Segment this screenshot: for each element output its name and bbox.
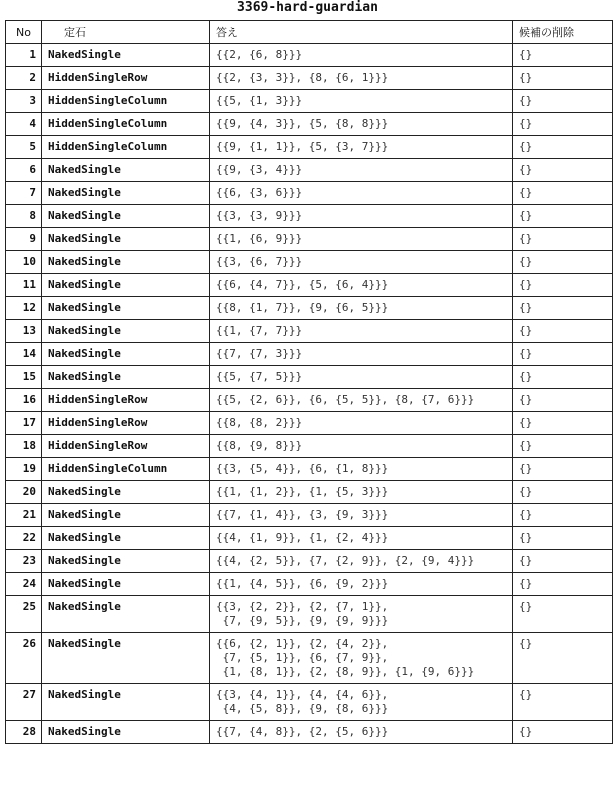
row-answer: {{6, {2, 1}}, {2, {4, 2}}, {7, {5, 1}}, {6, {7, 9}}, {1, {8, 1}}, {2, {8, 9}}, {1, {9, 6}}} [210,633,513,684]
row-deletion: {} [513,458,613,481]
row-number: 14 [6,343,42,366]
row-number: 25 [6,596,42,633]
table-row [6,67,613,90]
row-technique: NakedSingle [42,684,210,721]
row-deletion: {} [513,504,613,527]
row-answer: {{5, {2, 6}}, {6, {5, 5}}, {8, {7, 6}}} [210,389,513,412]
row-number: 4 [6,113,42,136]
row-number: 13 [6,320,42,343]
row-answer: {{1, {7, 7}}} [210,320,513,343]
row-technique: NakedSingle [42,44,210,67]
row-deletion: {} [513,366,613,389]
row-answer: {{4, {1, 9}}, {1, {2, 4}}} [210,527,513,550]
row-number: 9 [6,228,42,251]
row-answer: {{5, {1, 3}}} [210,90,513,113]
table-row [6,633,613,684]
table-row [6,343,613,366]
row-answer: {{1, {6, 9}}} [210,228,513,251]
table-header-row [6,21,613,44]
row-technique: NakedSingle [42,573,210,596]
row-answer: {{9, {1, 1}}, {5, {3, 7}}} [210,136,513,159]
table-row [6,297,613,320]
row-number: 1 [6,44,42,67]
row-technique: NakedSingle [42,205,210,228]
row-technique: NakedSingle [42,228,210,251]
row-answer: {{4, {2, 5}}, {7, {2, 9}}, {2, {9, 4}}} [210,550,513,573]
table-row [6,366,613,389]
row-deletion: {} [513,297,613,320]
row-deletion: {} [513,435,613,458]
row-technique: NakedSingle [42,721,210,744]
row-number: 3 [6,90,42,113]
row-deletion: {} [513,274,613,297]
row-number: 24 [6,573,42,596]
row-answer: {{2, {6, 8}}} [210,44,513,67]
row-technique: NakedSingle [42,343,210,366]
table-row [6,573,613,596]
table-row [6,113,613,136]
table-row [6,527,613,550]
header-technique: 定石 [42,21,210,44]
row-answer: {{8, {8, 2}}} [210,412,513,435]
row-answer: {{7, {4, 8}}, {2, {5, 6}}} [210,721,513,744]
row-deletion: {} [513,182,613,205]
row-number: 27 [6,684,42,721]
table-row [6,389,613,412]
row-number: 6 [6,159,42,182]
row-answer: {{6, {3, 6}}} [210,182,513,205]
row-answer: {{7, {1, 4}}, {3, {9, 3}}} [210,504,513,527]
row-deletion: {} [513,481,613,504]
header-deletion: 候補の削除 [513,21,613,44]
row-deletion: {} [513,721,613,744]
table-row [6,274,613,297]
table-row [6,182,613,205]
row-answer: {{1, {4, 5}}, {6, {9, 2}}} [210,573,513,596]
table-row [6,504,613,527]
row-answer: {{3, {6, 7}}} [210,251,513,274]
row-deletion: {} [513,527,613,550]
row-number: 10 [6,251,42,274]
row-number: 23 [6,550,42,573]
row-number: 17 [6,412,42,435]
row-deletion: {} [513,251,613,274]
row-technique: HiddenSingleColumn [42,90,210,113]
row-deletion: {} [513,113,613,136]
row-number: 26 [6,633,42,684]
table-row [6,159,613,182]
row-number: 11 [6,274,42,297]
table-row [6,90,613,113]
row-deletion: {} [513,633,613,684]
table-row [6,458,613,481]
row-number: 18 [6,435,42,458]
row-number: 16 [6,389,42,412]
row-answer: {{1, {1, 2}}, {1, {5, 3}}} [210,481,513,504]
document-title: 3369-hard-guardian [237,0,378,15]
row-deletion: {} [513,573,613,596]
row-technique: HiddenSingleColumn [42,136,210,159]
row-technique: NakedSingle [42,366,210,389]
table-row [6,44,613,67]
row-number: 7 [6,182,42,205]
row-deletion: {} [513,228,613,251]
table-row [6,435,613,458]
row-deletion: {} [513,389,613,412]
row-deletion: {} [513,90,613,113]
row-answer: {{3, {2, 2}}, {2, {7, 1}}, {7, {9, 5}}, {9, {9, 9}}} [210,596,513,633]
row-technique: NakedSingle [42,596,210,633]
row-technique: NakedSingle [42,159,210,182]
row-technique: HiddenSingleRow [42,389,210,412]
row-technique: NakedSingle [42,274,210,297]
header-no: No [6,21,42,44]
row-answer: {{5, {7, 5}}} [210,366,513,389]
row-technique: NakedSingle [42,633,210,684]
row-technique: NakedSingle [42,320,210,343]
row-number: 19 [6,458,42,481]
row-number: 12 [6,297,42,320]
row-answer: {{8, {9, 8}}} [210,435,513,458]
row-deletion: {} [513,412,613,435]
table-row [6,251,613,274]
row-deletion: {} [513,159,613,182]
table-row [6,596,613,633]
row-deletion: {} [513,205,613,228]
row-technique: NakedSingle [42,182,210,205]
row-technique: HiddenSingleRow [42,435,210,458]
row-number: 21 [6,504,42,527]
row-technique: NakedSingle [42,527,210,550]
row-technique: HiddenSingleRow [42,412,210,435]
table-row [6,136,613,159]
row-technique: HiddenSingleRow [42,67,210,90]
row-number: 8 [6,205,42,228]
table-row [6,412,613,435]
row-answer: {{3, {4, 1}}, {4, {4, 6}}, {4, {5, 8}}, {9, {8, 6}}} [210,684,513,721]
row-answer: {{6, {4, 7}}, {5, {6, 4}}} [210,274,513,297]
row-answer: {{8, {1, 7}}, {9, {6, 5}}} [210,297,513,320]
row-deletion: {} [513,44,613,67]
row-number: 20 [6,481,42,504]
row-technique: NakedSingle [42,251,210,274]
row-number: 15 [6,366,42,389]
row-answer: {{9, {4, 3}}, {5, {8, 8}}} [210,113,513,136]
row-number: 22 [6,527,42,550]
row-deletion: {} [513,320,613,343]
row-number: 2 [6,67,42,90]
row-number: 5 [6,136,42,159]
row-deletion: {} [513,343,613,366]
solution-steps-table [5,20,613,744]
row-deletion: {} [513,67,613,90]
row-answer: {{9, {3, 4}}} [210,159,513,182]
table-row [6,228,613,251]
table-row [6,481,613,504]
table-body [6,44,613,744]
row-answer: {{3, {5, 4}}, {6, {1, 8}}} [210,458,513,481]
table-row [6,205,613,228]
row-deletion: {} [513,684,613,721]
row-technique: NakedSingle [42,297,210,320]
row-number: 28 [6,721,42,744]
table-row [6,721,613,744]
table-row [6,684,613,721]
row-deletion: {} [513,136,613,159]
row-technique: NakedSingle [42,481,210,504]
row-deletion: {} [513,596,613,633]
table-row [6,320,613,343]
row-answer: {{3, {3, 9}}} [210,205,513,228]
row-technique: NakedSingle [42,504,210,527]
header-answer: 答え [210,21,513,44]
row-technique: HiddenSingleColumn [42,458,210,481]
row-technique: HiddenSingleColumn [42,113,210,136]
row-technique: NakedSingle [42,550,210,573]
table-row [6,550,613,573]
row-answer: {{7, {7, 3}}} [210,343,513,366]
row-answer: {{2, {3, 3}}, {8, {6, 1}}} [210,67,513,90]
row-deletion: {} [513,550,613,573]
